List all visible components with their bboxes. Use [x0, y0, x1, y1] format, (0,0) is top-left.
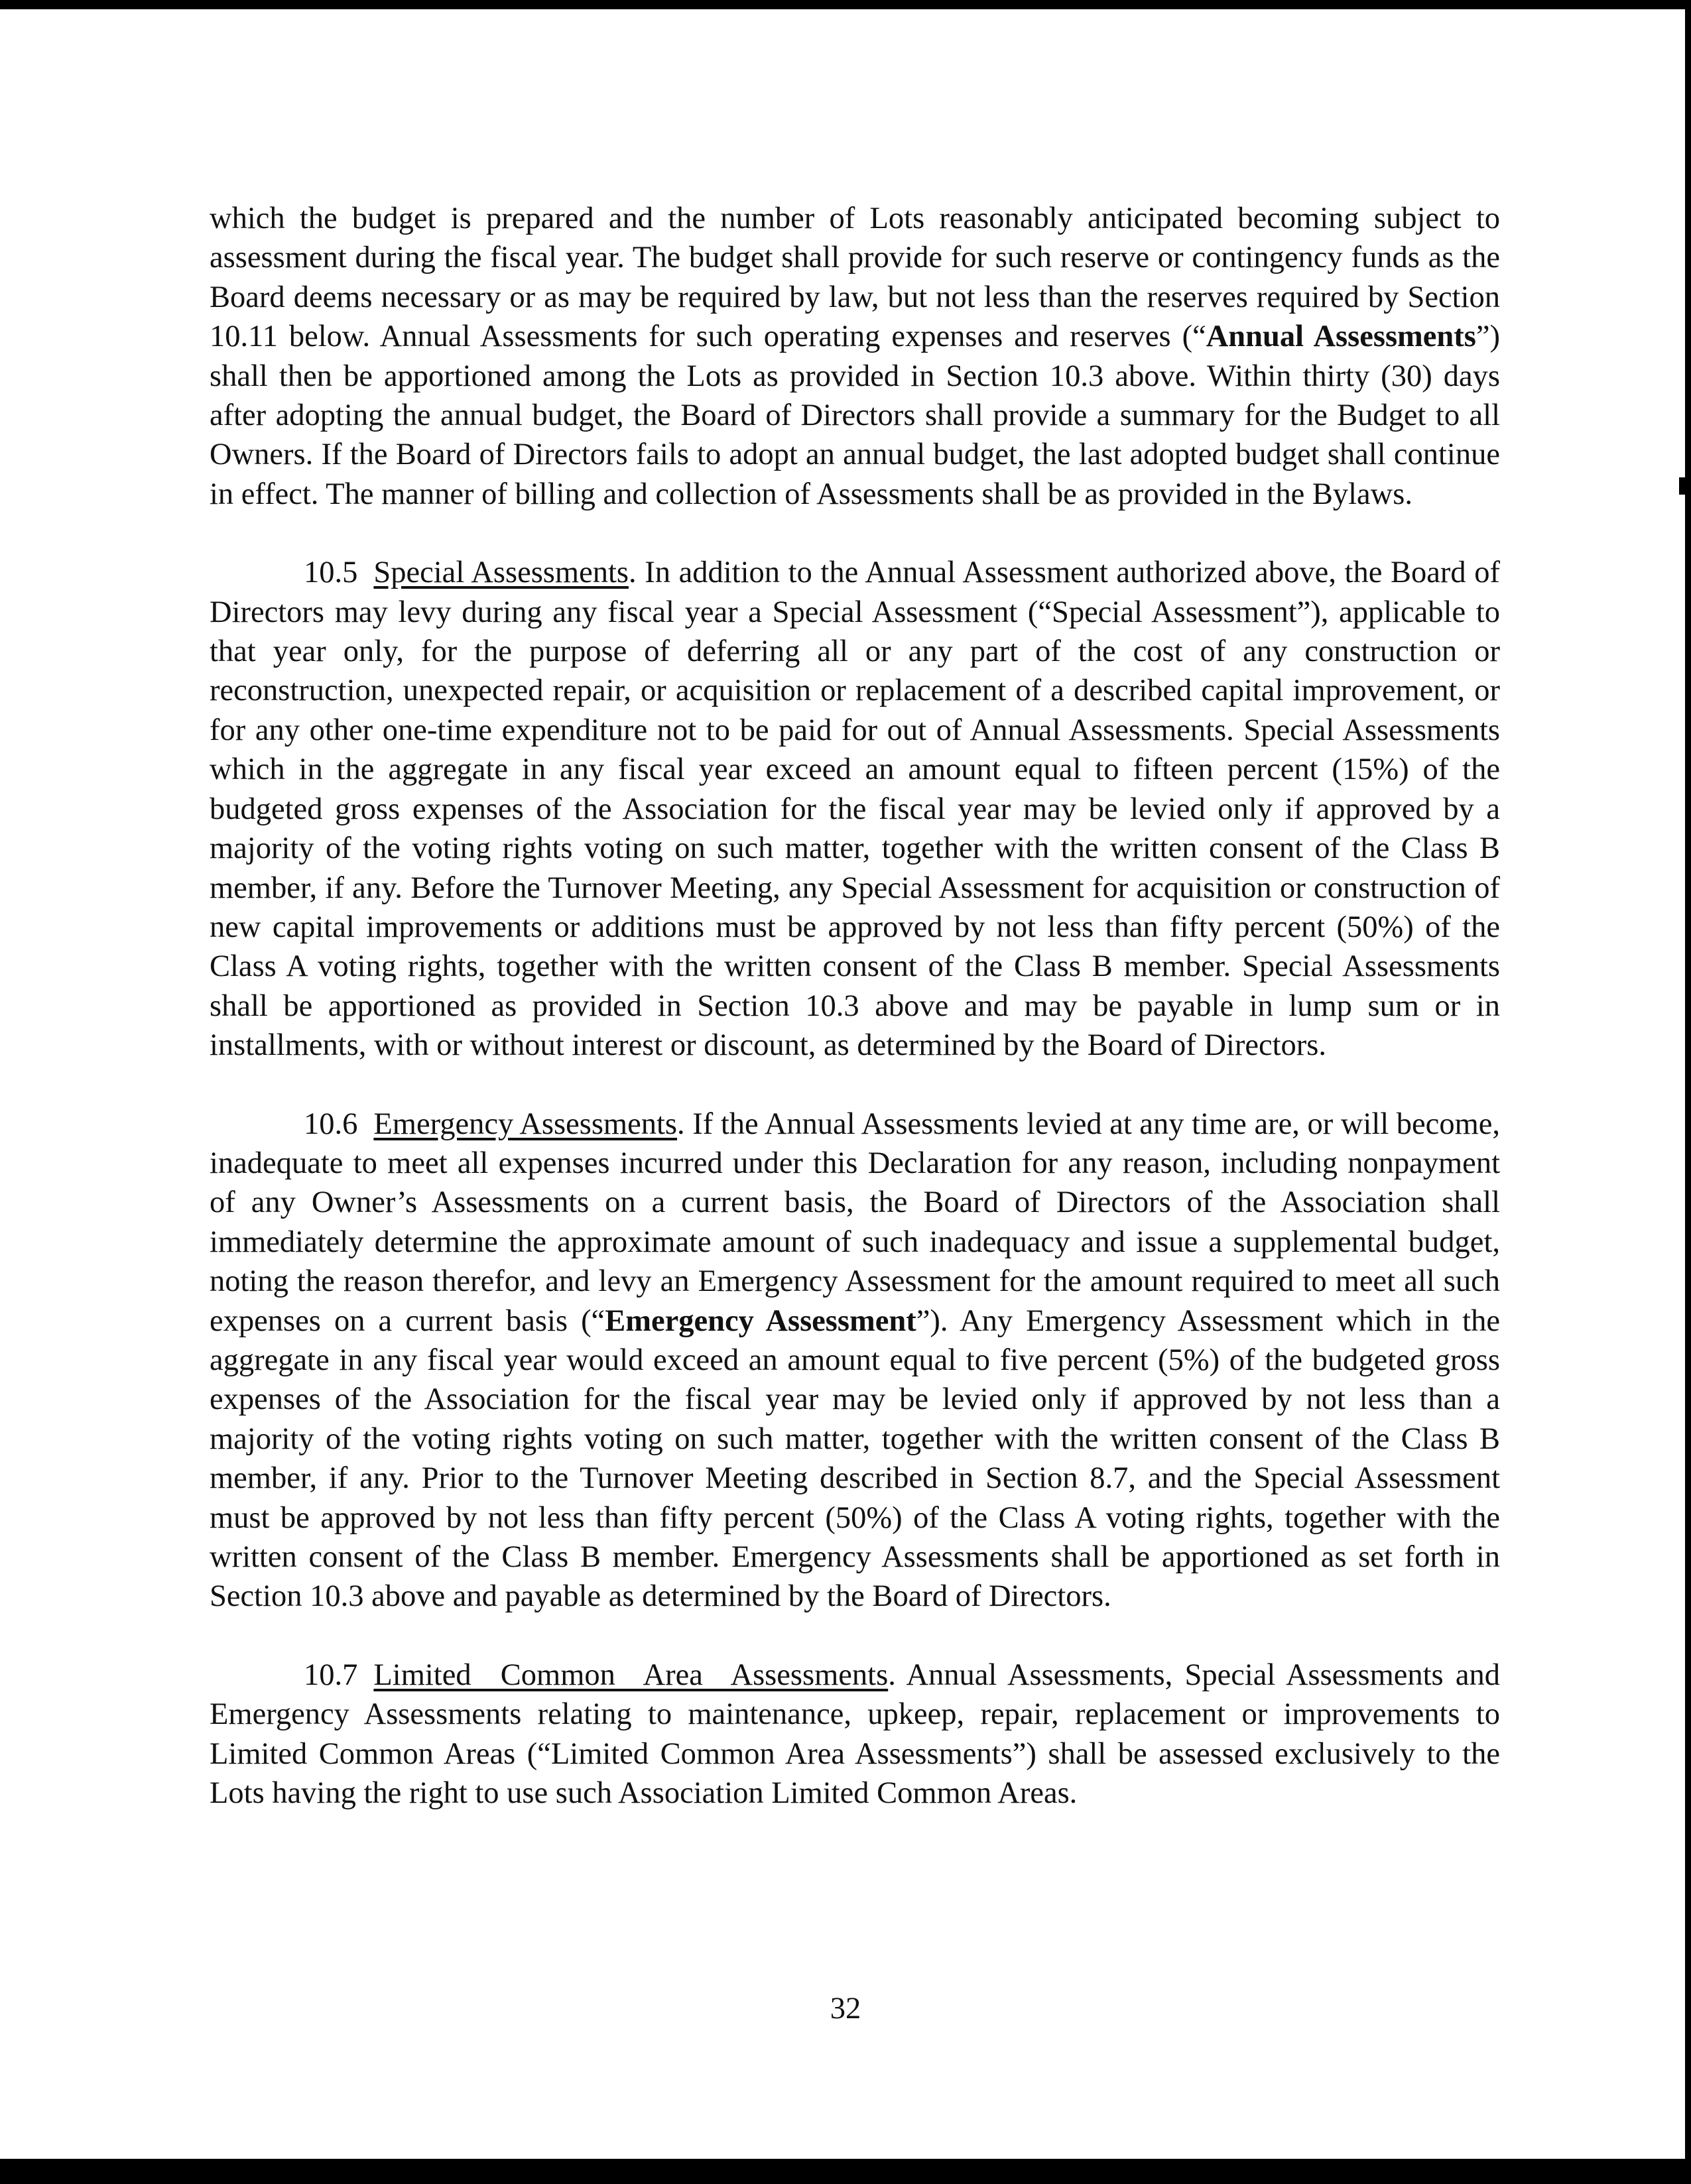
scan-border-top [0, 0, 1691, 9]
section-body: . If the Annual Assessments levied at any time are, or will become, inadequate to meet all expenses incurred under this Declaration for any reason, including nonpayment of any Owner’s Assessments on a current basis, the Board of Directors of the Association shall immediately determine the approximate amount of such inadequacy and issue a supplemental budget, noting the reason therefor, and levy an Emergency Assessment for the amount required to meet all such expenses on a current basis (“ [210, 1107, 1500, 1338]
scan-border-right [1685, 0, 1691, 2184]
section-10-6 [210, 1105, 1500, 1616]
paragraph-text: ”) shall then be apportioned among the Lots as provided in Section 10.3 above. Within thirty (30) days after adopting the annual budget, the Board of Directors shall provide a summary for the Budget to all Owners. If the Board of Directors fails to adopt an annual budget, the last adopted budget shall continue in effect. The manner of billing and collection of Assessments shall be as provided in the Bylaws. [210, 320, 1500, 511]
section-number: 10.6 [304, 1107, 358, 1141]
section-body: . Annual Assessments, Special Assessments and Emergency Assessments relating to maintenance, upkeep, repair, replacement or improvements to Limited Common Areas (“Limited Common Area Assessments”) shall be assessed exclusively to the Lots having the right to use such Association Limited Common Areas. [210, 1658, 1500, 1811]
section-10-5 [210, 553, 1500, 1065]
scan-edge-mark [1679, 477, 1686, 495]
page-number: 32 [830, 1992, 861, 2026]
section-body: ”). Any Emergency Assessment which in the aggregate in any fiscal year would exceed an amount equal to five percent (5%) of the budgeted gross expenses of the Association for the fiscal year may be levied only if approved by not less than a majority of the voting rights voting on such matter, together with the written consent of the Class B member, if any. Prior to the Turnover Meeting described in Section 8.7, and the Special Assessment must be approved by not less than fifty percent (50%) of the Class A voting rights, together with the written consent of the Class B member. Emergency Assessments shall be apportioned as set forth in Section 10.3 above and payable as determined by the Board of Directors. [210, 1304, 1500, 1614]
section-heading-limited-common-area-assessments: Limited Common Area Assessments [373, 1658, 889, 1692]
paragraph-text: which the budget is prepared and the number of Lots reasonably anticipated becoming subject to assessment during the fiscal year. The budget shall provide for such reserve or contingency funds as the Board deems necessary or as may be required by law, but not less than the reserves required by Section 10.11 below. Annual Assessments for such operating expenses and reserves (“ [210, 202, 1500, 354]
defined-term-annual-assessments: Annual Assessments [1206, 320, 1476, 354]
section-body: . In addition to the Annual Assessment authorized above, the Board of Directors may levy during any fiscal year a Special Assessment (“Special Assessment”), applicable to that year only, for the purpose of deferring all or any part of the cost of any construction or reconstruction, unexpected repair, or acquisition or replacement of a described capital improvement, or for any other one-time expenditure not to be paid for out of Annual Assessments. Special Assessments which in the aggregate in any fiscal year exceed an amount equal to fifteen percent (15%) of the budgeted gross expenses of the Association for the fiscal year may be levied only if approved by a majority of the voting rights voting on such matter, together with the written consent of the Class B member, if any. Before the Turnover Meeting, any Special Assessment for acquisition or construction of new capital improvements or additions must be approved by not less than fifty percent (50%) of the Class A voting rights, together with the written consent of the Class B member. Special Assessments shall be apportioned as provided in Section 10.3 above and may be payable in lump sum or in installments, with or without interest or discount, as determined by the Board of Directors. [210, 556, 1500, 1063]
section-heading-emergency-assessments: Emergency Assessments [373, 1107, 677, 1141]
paragraph-budget-continuation [210, 199, 1500, 514]
section-number: 10.5 [304, 556, 358, 590]
scan-border-bottom [0, 2159, 1691, 2184]
document-page [210, 199, 1500, 1813]
defined-term-emergency-assessment: Emergency Assessment [605, 1304, 916, 1338]
section-10-7 [210, 1656, 1500, 1813]
section-heading-special-assessments: Special Assessments [373, 556, 629, 590]
section-number: 10.7 [304, 1658, 358, 1692]
